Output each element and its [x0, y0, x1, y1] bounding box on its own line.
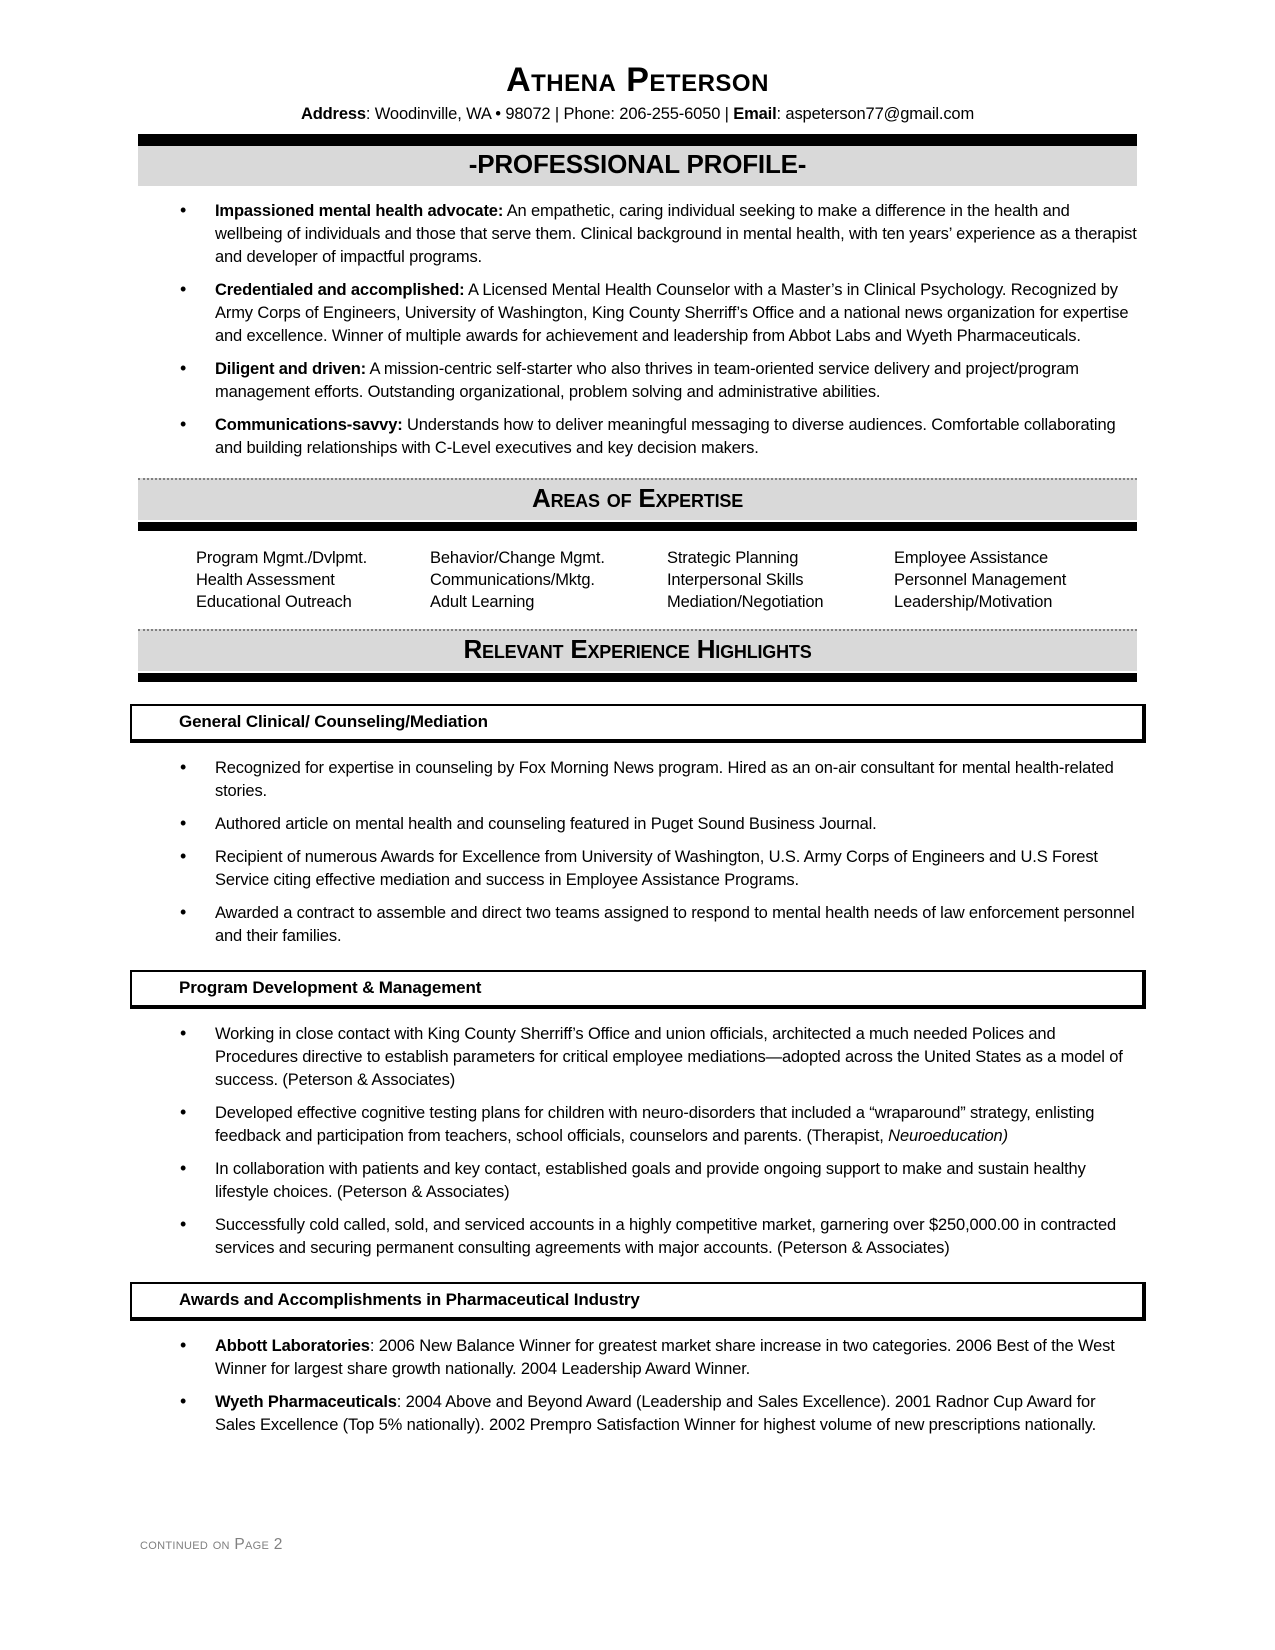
expertise-column-4	[894, 547, 1137, 613]
experience-bullet: • Abbott Laboratories: 2006 New Balance Winner for greatest market share increase in two categories. 2006 Best of the West Winner for largest share growth nationally. 2004 Leadership Award Winner.	[180, 1335, 1137, 1381]
address-value: : Woodinville, WA • 98072 | Phone: 206-255-6050 |	[365, 105, 734, 124]
top-rule	[138, 134, 1137, 146]
expertise-item: Health Assessment	[196, 571, 335, 590]
expertise-column-2	[430, 547, 667, 613]
awards-bullet-list	[138, 1335, 1137, 1437]
profile-bullet: • Communications-savvy: Understands how to deliver meaningful messaging to diverse audiences. Comfortable collaborating and building relationships with C-Level executives and key decision makers.	[180, 414, 1137, 460]
expertise-item: Leadership/Motivation	[894, 593, 1053, 612]
expertise-item: Educational Outreach	[196, 593, 352, 612]
expertise-item: Personnel Management	[894, 571, 1067, 590]
experience-bullet: • Wyeth Pharmaceuticals: 2004 Above and Beyond Award (Leadership and Sales Excellence). 2001 Radnor Cup Award for Sales Excellence (Top 5% nationally). 2002 Prempro Satisfaction Winner for highest volume of new prescriptions nationally.	[180, 1391, 1137, 1437]
experience-bullet: • Authored article on mental health and counseling featured in Puget Sound Business Journal.	[180, 813, 1137, 836]
experience-bullet: • Recipient of numerous Awards for Excellence from University of Washington, U.S. Army Corps of Engineers and U.S Forest Service citing effective mediation and success in Employee Assistance Programs.	[180, 846, 1137, 892]
expertise-item: Adult Learning	[430, 593, 535, 612]
expertise-item: Program Mgmt./Dvlpmt.	[196, 549, 368, 568]
relevant-experience-title: Relevant Experience Highlights	[138, 629, 1137, 671]
experience-bullet: • Developed effective cognitive testing plans for children with neuro-disorders that included a “wraparound” strategy, enlisting feedback and participation from teachers, school officials, counselors and parents. (Therapist, Neuroeducation)	[180, 1102, 1137, 1148]
bottom-rule	[138, 673, 1137, 682]
expertise-item: Mediation/Negotiation	[667, 593, 824, 612]
expertise-item: Strategic Planning	[667, 549, 799, 568]
expertise-item: Interpersonal Skills	[667, 571, 804, 590]
email-value: : aspeterson77@gmail.com	[776, 105, 975, 124]
profile-bullet: • Diligent and driven: A mission-centric self-starter who also thrives in team-oriented service delivery and project/program management efforts. Outstanding organizational, problem solving and administrative abilities.	[180, 358, 1137, 404]
experience-bullet: • Successfully cold called, sold, and serviced accounts in a highly competitive market, garnering over $250,000.00 in contracted services and securing permanent consulting agreements with major accounts. (Peterson & Associates)	[180, 1214, 1137, 1260]
email-label: Email	[733, 105, 777, 124]
contact-line	[138, 105, 1137, 124]
bottom-rule	[138, 522, 1137, 531]
section-heading-awards-pharma: Awards and Accomplishments in Pharmaceutical Industry	[130, 1282, 1146, 1321]
areas-of-expertise-bar	[138, 478, 1137, 531]
continued-on-page-footer: continued on Page 2	[140, 1536, 283, 1553]
areas-of-expertise-title: Areas of Expertise	[138, 478, 1137, 520]
experience-bullet: • Working in close contact with King County Sherriff’s Office and union officials, architected a much needed Polices and Procedures directive to establish parameters for critical employee mediations—adopted across the United States as a model of success. (Peterson & Associates)	[180, 1023, 1137, 1092]
expertise-item: Behavior/Change Mgmt.	[430, 549, 605, 568]
expertise-column-1	[196, 547, 430, 613]
profile-bullet-list	[138, 200, 1137, 460]
experience-bullet: • Awarded a contract to assemble and direct two teams assigned to respond to mental health needs of law enforcement personnel and their families.	[180, 902, 1137, 948]
professional-profile-title: -PROFESSIONAL PROFILE-	[138, 146, 1137, 186]
profile-bullet: • Impassioned mental health advocate: An empathetic, caring individual seeking to make a difference in the health and wellbeing of individuals and those that serve them. Clinical background in mental health, with ten years’ experience as a therapist and developer of impactful programs.	[180, 200, 1137, 269]
experience-bullet: • Recognized for expertise in counseling by Fox Morning News program. Hired as an on-air consultant for mental health-related stories.	[180, 757, 1137, 803]
professional-profile-bar	[138, 134, 1137, 186]
general-clinical-bullet-list	[138, 757, 1137, 948]
relevant-experience-bar	[138, 629, 1137, 682]
expertise-column-3	[667, 547, 894, 613]
experience-bullet: • In collaboration with patients and key contact, established goals and provide ongoing support to make and sustain healthy lifestyle choices. (Peterson & Associates)	[180, 1158, 1137, 1204]
profile-bullet: • Credentialed and accomplished: A Licensed Mental Health Counselor with a Master’s in Clinical Psychology. Recognized by Army Corps of Engineers, University of Washington, King County Sherriff’s Office and a national news organization for expertise and excellence. Winner of multiple awards for achievement and leadership from Abbot Labs and Wyeth Pharmaceuticals.	[180, 279, 1137, 348]
expertise-item: Employee Assistance	[894, 549, 1048, 568]
resume-name: Athena Peterson	[506, 61, 769, 99]
program-development-bullet-list	[138, 1023, 1137, 1260]
section-heading-program-development: Program Development & Management	[130, 970, 1146, 1009]
expertise-item: Communications/Mktg.	[430, 571, 595, 590]
expertise-grid	[196, 547, 1137, 613]
section-heading-general-clinical: General Clinical/ Counseling/Mediation	[130, 704, 1146, 743]
address-label: Address	[300, 105, 366, 124]
